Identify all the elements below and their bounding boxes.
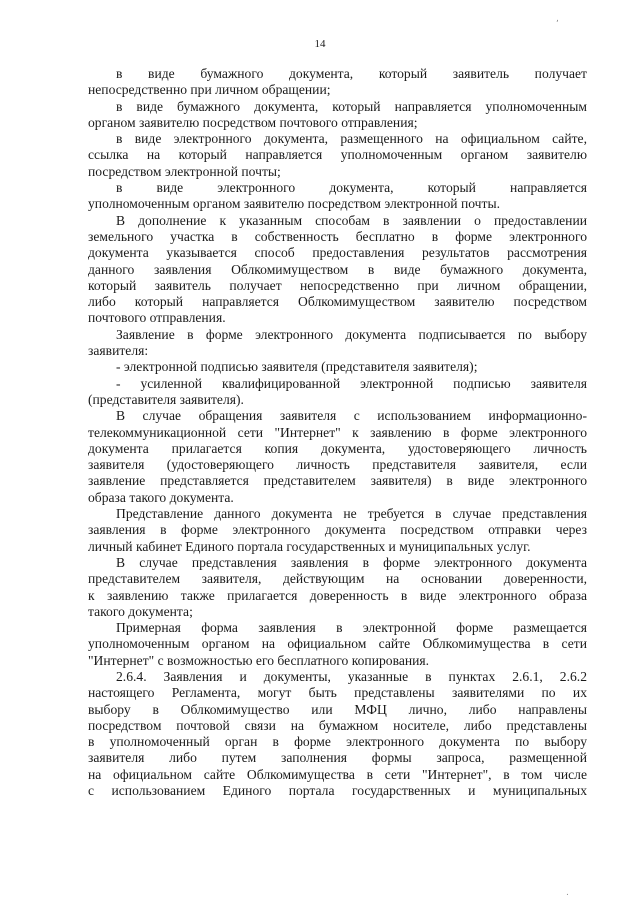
text-line: - электронной подписью заявителя (представителя заявителя); [116, 359, 478, 375]
text-line: посредством электронной почты; [88, 163, 281, 179]
text-line: 2.6.4. Заявления и документы, указанные в пунктах 2.6.1, 2.6.2 [116, 668, 587, 684]
text-line: такого документа; [88, 603, 193, 619]
text-line: в виде бумажного документа, который направляется уполномоченным [116, 98, 587, 114]
text-line: данного заявления Облкомимуществом в виде бумажного документа, [88, 261, 587, 277]
text-line: с использованием Единого портала государственных и муниципальных [88, 783, 587, 799]
text-line: заявителя либо путем заполнения формы запроса, размещенной [88, 750, 587, 766]
text-line: уполномоченным органом заявителю посредством электронной почты. [88, 196, 500, 212]
text-line: телекоммуникационной сети "Интернет" к заявлению в форме электронного [88, 424, 587, 440]
text-line: в виде бумажного документа, который заявитель получает [116, 66, 587, 81]
text-line: В случае представления заявления в форме электронного документа [116, 554, 587, 570]
text-line: выбору в Облкомимущество или МФЦ лично, либо направлены [88, 701, 587, 717]
text-line: представителем заявителя, действующим на основании доверенности, [88, 571, 587, 587]
text-line: в виде электронного документа, размещенного на официальном сайте, [116, 131, 587, 147]
scan-mark: , [556, 14, 559, 24]
text-line: либо который направляется Облкомимуществом заявителю посредством [88, 294, 587, 310]
text-line: (представителя заявителя). [88, 391, 244, 407]
text-line: В дополнение к указанным способам в заявлении о предоставлении [116, 212, 587, 228]
text-line: образа такого документа. [88, 489, 234, 505]
text-line: в уполномоченный орган в форме электронного документа по выбору [88, 734, 587, 750]
text-line: в виде электронного документа, который направляется [116, 180, 587, 196]
text-line: заявление представляется представителем заявителя) в виде электронного [88, 473, 587, 489]
text-line: личный кабинет Единого портала государственных и муниципальных услуг. [88, 538, 531, 554]
text-line: земельного участка в собственность бесплатно в форме электронного [88, 228, 587, 244]
text-line: Примерная форма заявления в электронной форме размещается [116, 620, 587, 636]
text-line: Представление данного документа не требуется в случае представления [116, 506, 587, 522]
page-number: 14 [314, 38, 326, 50]
scan-mark: . [566, 888, 569, 898]
text-line: органом заявителю посредством почтового отправления; [88, 114, 418, 130]
text-line: на официальном сайте Облкомимущества в сети "Интернет", в том числе [88, 766, 587, 782]
text-line: заявления в форме электронного документа посредством отправки через [88, 522, 587, 538]
text-line: уполномоченным органом на официальном сайте Облкомимущества в сети [88, 636, 587, 652]
text-line: ссылка на который направляется уполномоченным органом заявителю [88, 147, 587, 163]
text-line: документа прилагается копия документа, удостоверяющего личность [88, 440, 587, 456]
text-line: - усиленной квалифицированной электронной подписью заявителя [116, 375, 587, 391]
text-line: посредством почтовой связи на бумажном носителе, либо представлены [88, 717, 587, 733]
text-line: почтового отправления. [88, 310, 226, 326]
text-line: заявителя (удостоверяющего личность представителя заявителя, если [88, 457, 587, 473]
text-line: к заявлению также прилагается доверенность в виде электронного образа [88, 587, 587, 603]
text-line: заявителя: [88, 343, 149, 359]
text-line: непосредственно при личном обращении; [88, 82, 331, 98]
text-line: документа указывается способ предоставления результатов рассмотрения [88, 245, 587, 261]
text-line: настоящего Регламента, могут быть представлены заявителями по их [88, 685, 587, 701]
text-line: "Интернет" с возможностью его бесплатного копирования. [88, 652, 430, 668]
document-body [88, 66, 587, 799]
text-line: Заявление в форме электронного документа подписывается по выбору [116, 326, 587, 342]
text-line: В случае обращения заявителя с использованием информационно- [116, 408, 587, 424]
text-line: который заявитель получает непосредственно при личном обращении, [88, 277, 587, 293]
